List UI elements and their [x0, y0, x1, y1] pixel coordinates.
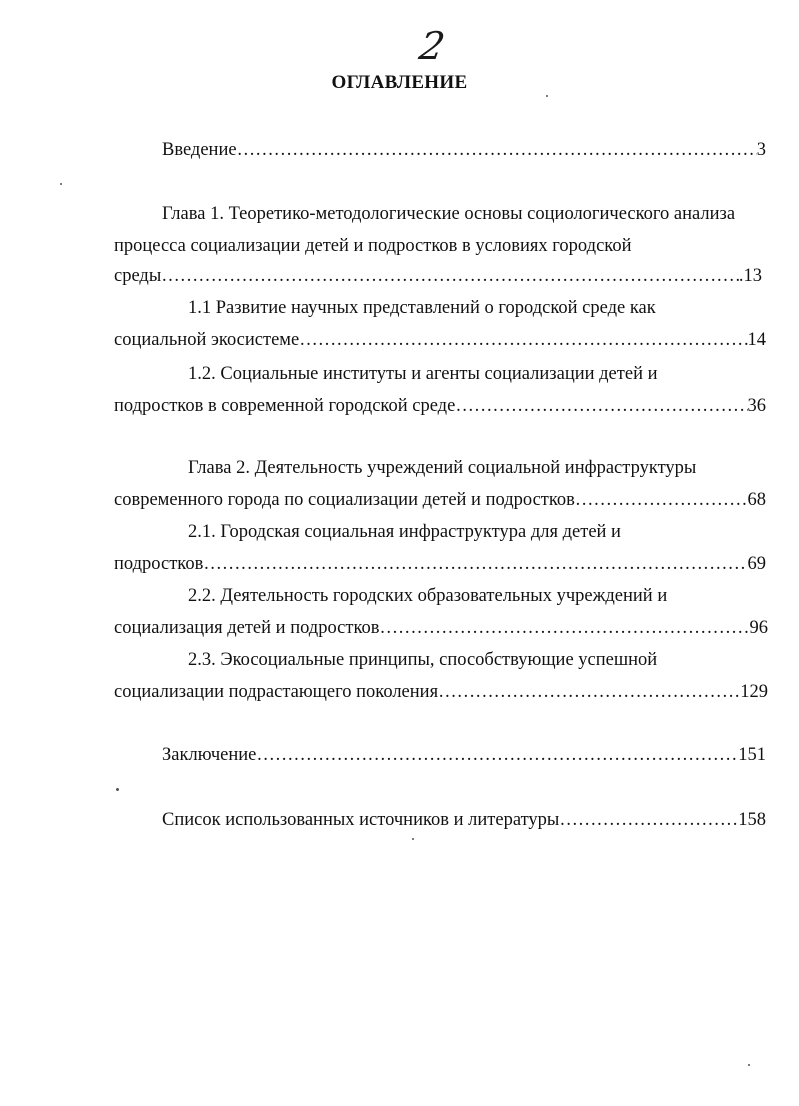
toc-label: подростков [114, 554, 204, 574]
toc-entry-s22 [114, 616, 768, 640]
toc-chapter1-line1: Глава 1. Теоретико-методологические основы социологического анализа [162, 204, 736, 224]
leader-dots [559, 808, 738, 832]
toc-label: социализации подрастающего поколения [114, 682, 439, 702]
toc-entry-chapter2 [114, 488, 766, 512]
scan-speck [412, 838, 414, 840]
toc-page-number: 129 [740, 682, 768, 702]
toc-label: социализация детей и подростков [114, 618, 380, 638]
toc-label: современного города по социализации детей и подростков [114, 490, 575, 510]
toc-entry-s12 [114, 394, 766, 418]
toc-label: подростков в современной городской среде [114, 396, 456, 416]
leader-dots [203, 552, 747, 576]
toc-entry-chapter1 [114, 264, 762, 288]
leader-dots [256, 743, 738, 767]
toc-page-number: .13 [738, 266, 762, 286]
page-title: ОГЛАВЛЕНИЕ [331, 72, 468, 93]
toc-page-number: 3 [756, 140, 766, 160]
toc-chapter1-line2: процесса социализации детей и подростков в условиях городской [114, 236, 632, 256]
toc-label: Список использованных источников и литературы [162, 810, 560, 830]
toc-label: Введение [162, 140, 237, 160]
toc-s22-line1: 2.2. Деятельность городских образовательных учреждений и [188, 586, 668, 606]
leader-dots [380, 616, 750, 640]
toc-entry-s11 [114, 328, 766, 352]
toc-page-number: 151 [738, 745, 766, 765]
toc-entry-intro [162, 138, 766, 162]
toc-entry-s21 [114, 552, 766, 576]
toc-label: среды [114, 266, 162, 286]
toc-label: Заключение [162, 745, 257, 765]
leader-dots [237, 138, 757, 162]
handwritten-page-number: 2 [416, 24, 449, 68]
toc-s11-line1: 1.1 Развитие научных представлений о городской среде как [188, 298, 656, 318]
toc-entry-s23 [114, 680, 768, 704]
toc-page-number: 158 [738, 810, 766, 830]
toc-page-number: 36 [747, 396, 766, 416]
toc-page-number: 14 [747, 330, 766, 350]
toc-page-number: 68 [747, 490, 766, 510]
toc-s23-line1: 2.3. Экосоциальные принципы, способствующие успешной [188, 650, 658, 670]
toc-page-number: 96 [749, 618, 768, 638]
leader-dots [299, 328, 747, 352]
scan-speck [60, 183, 62, 185]
scan-speck [546, 95, 548, 97]
scan-speck [748, 1064, 750, 1066]
leader-dots [438, 680, 740, 704]
toc-s21-line1: 2.1. Городская социальная инфраструктура для детей и [188, 522, 621, 542]
leader-dots [575, 488, 748, 512]
toc-entry-references [162, 808, 766, 832]
toc-s12-line1: 1.2. Социальные институты и агенты социализации детей и [188, 364, 658, 384]
leader-dots [455, 394, 747, 418]
toc-chapter2-line1: Глава 2. Деятельность учреждений социальной инфраструктуры [188, 458, 697, 478]
toc-entry-conclusion [162, 743, 766, 767]
scan-speck [116, 788, 119, 791]
toc-label: социальной экосистеме [114, 330, 300, 350]
toc-page-number: 69 [747, 554, 766, 574]
leader-dots [161, 264, 739, 288]
